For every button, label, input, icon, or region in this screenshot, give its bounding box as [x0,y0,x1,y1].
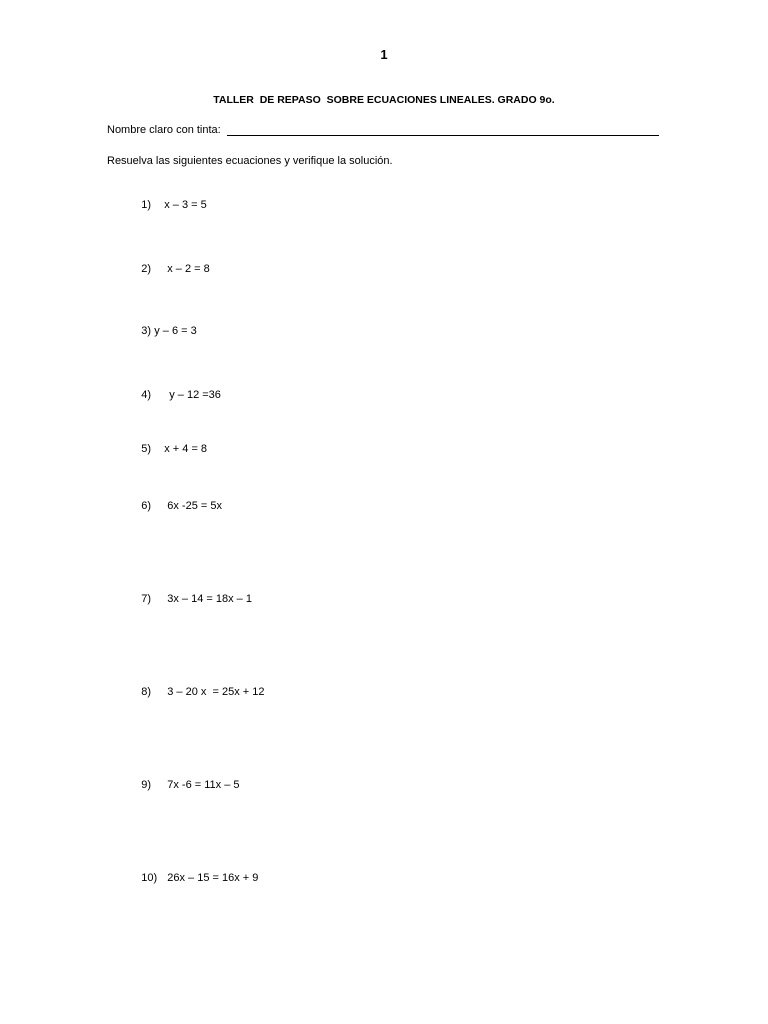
instructions-text: Resuelva las siguientes ecuaciones y verifique la solución. [107,155,393,167]
page-number: 1 [380,47,388,62]
exercise-equation: x – 2 = 8 [167,263,210,275]
exercise-number: 8) [141,686,152,698]
exercise-number: 3) [141,325,152,337]
exercise-item [129,860,258,896]
exercise-item [129,313,197,349]
exercise-item [129,767,240,803]
exercise-item [129,251,210,287]
exercise-number: 9) [141,779,152,791]
exercise-item [129,377,221,413]
exercise-equation: x – 3 = 5 [164,199,207,211]
exercise-equation: 7x -6 = 11x – 5 [167,779,240,791]
exercise-equation: x + 4 = 8 [164,443,208,455]
exercise-equation: 3 – 20 x = 25x + 12 [167,686,265,698]
name-label: Nombre claro con tinta: [107,124,224,136]
exercise-number: 10) [141,872,158,884]
exercise-item [129,674,264,710]
exercise-number: 4) [141,389,152,401]
exercise-equation: y – 12 =36 [169,389,221,401]
exercise-number: 1) [141,199,152,211]
exercise-number: 6) [141,500,152,512]
exercise-item [129,187,207,223]
exercise-equation: y – 6 = 3 [154,325,197,337]
exercise-item [129,431,207,467]
exercise-item [129,488,222,524]
exercise-equation: 6x -25 = 5x [167,500,222,512]
exercise-number: 5) [141,443,152,455]
exercise-equation: 3x – 14 = 18x – 1 [167,593,252,605]
exercise-number: 2) [141,263,152,275]
exercise-number: 7) [141,593,152,605]
name-field-row [107,124,659,136]
exercise-equation: 26x – 15 = 16x + 9 [167,872,259,884]
document-title: TALLER DE REPASO SOBRE ECUACIONES LINEALES. GRADO 9o. [213,94,555,106]
name-underline [227,124,659,136]
exercise-item [129,581,252,617]
